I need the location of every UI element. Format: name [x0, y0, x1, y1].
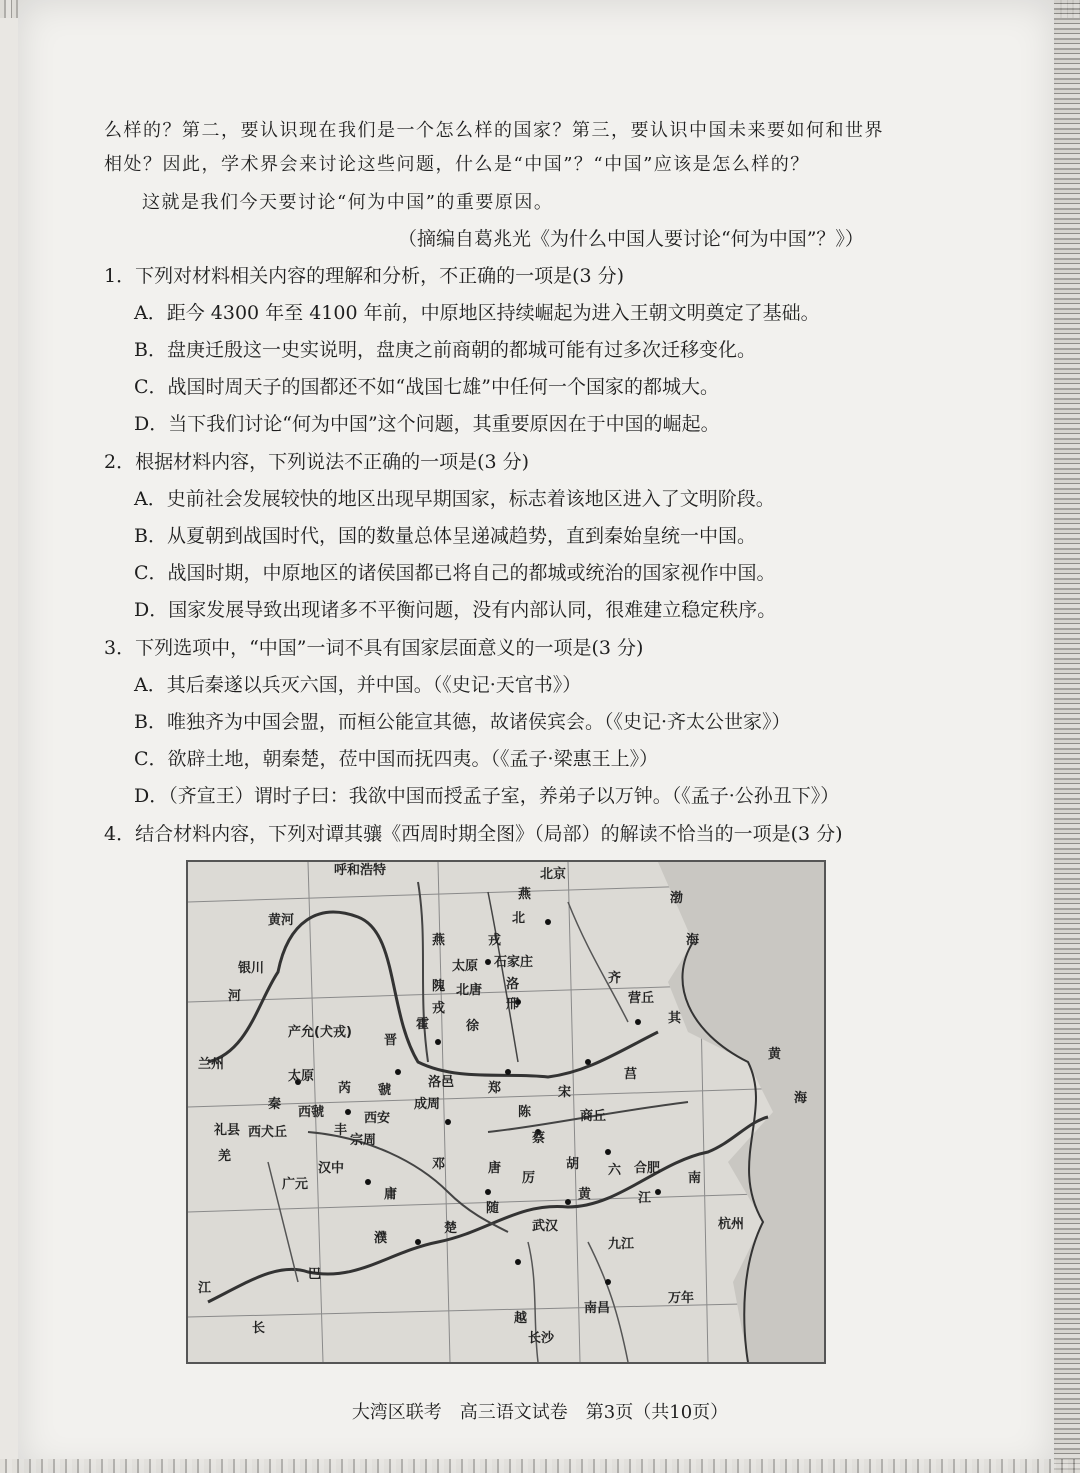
map-label: 黄	[578, 1187, 592, 1202]
map-label: 营丘	[628, 991, 655, 1006]
map-label: 河	[228, 989, 242, 1004]
map-label: 渤	[670, 891, 684, 906]
question-1-option-b: B．盘庚迁殷这一史实说明，盘庚之前商朝的都城可能有过多次迁移变化。	[134, 339, 756, 361]
scan-edge-bottom	[0, 1459, 1080, 1473]
scan-edge-right	[1054, 0, 1080, 1473]
map-label: 万年	[668, 1291, 695, 1306]
map-label: 宋	[558, 1085, 572, 1100]
map-label: 唐	[488, 1161, 502, 1176]
map-label: 齐	[608, 971, 622, 986]
map-label: 胡	[566, 1157, 580, 1172]
map-label: 合肥	[634, 1161, 661, 1176]
map-label: 厉	[522, 1171, 536, 1186]
map-label: 南	[688, 1171, 702, 1186]
map-drawing	[188, 862, 824, 1362]
map-label: 庸	[384, 1187, 398, 1202]
map-label: 太原	[288, 1069, 315, 1084]
passage-line-2: 相处？因此，学术界会来讨论这些问题，什么是“中国”？“中国”应该是怎么样的？	[104, 154, 810, 175]
map-label: 礼县	[214, 1123, 241, 1138]
map-label: 郑	[488, 1081, 502, 1096]
passage-line-1: 么样的？第二，要认识现在我们是一个怎么样的国家？第三，要认识中国未来要如何和世界	[104, 120, 884, 141]
map-label: 杭州	[718, 1217, 745, 1232]
map-label: 邢	[506, 997, 520, 1012]
question-2-option-c: C．战国时期，中原地区的诸侯国都已将自己的都城或统治的国家视作中国。	[134, 562, 776, 584]
map-label: 北唐	[456, 983, 483, 998]
map-label: 楚	[444, 1221, 458, 1236]
map-label: 丰	[334, 1123, 348, 1138]
map-label: 长	[252, 1321, 266, 1336]
map-label: 霍	[416, 1017, 430, 1032]
map-label: 濮	[374, 1231, 388, 1246]
map-label: 江	[198, 1281, 212, 1296]
question-1-option-d: D．当下我们讨论“何为中国”这个问题，其重要原因在于中国的崛起。	[134, 413, 720, 435]
question-3-option-c: C．欲辟土地，朝秦楚，莅中国而抚四夷。（《孟子·梁惠王上》）	[134, 748, 659, 770]
map-label: 长沙	[528, 1331, 555, 1346]
map-label: 戎	[488, 933, 502, 948]
map-label: 洛	[506, 977, 520, 992]
page-footer: 大湾区联考 高三语文试卷 第3页（共10页）	[351, 1402, 729, 1423]
question-2-option-b: B．从夏朝到战国时代，国的数量总体呈递减趋势，直到秦始皇统一中国。	[134, 525, 756, 547]
question-2-option-d: D．国家发展导致出现诸多不平衡问题，没有内部认同，很难建立稳定秩序。	[134, 599, 777, 621]
map-label: 武汉	[532, 1219, 559, 1234]
passage-source: （摘编自葛兆光《为什么中国人要讨论“何为中国”？》）	[398, 228, 864, 250]
map-label: 西犬丘	[248, 1125, 288, 1140]
question-3-option-b: B．唯独齐为中国会盟，而桓公能宣其德，故诸侯宾会。（《史记·齐太公世家》）	[134, 711, 791, 733]
map-label: 燕	[518, 887, 532, 902]
map-label: 戎	[432, 1001, 446, 1016]
map-label: 呼和浩特	[334, 863, 387, 878]
map-label: 六	[608, 1163, 622, 1178]
map-label: 西虢	[298, 1105, 325, 1120]
map-label: 越	[514, 1311, 528, 1326]
map-label: 蔡	[532, 1131, 546, 1146]
map-label: 徐	[466, 1019, 480, 1034]
western-zhou-map	[186, 860, 826, 1364]
map-label: 商丘	[580, 1109, 607, 1124]
map-label: 虢	[378, 1083, 392, 1098]
map-label: 成周	[414, 1097, 441, 1112]
map-label: 黄	[768, 1047, 782, 1062]
question-2-stem: 2．根据材料内容，下列说法不正确的一项是(3 分)	[104, 451, 530, 473]
map-label: 海	[686, 933, 700, 948]
question-2-option-a: A．史前社会发展较快的地区出现早期国家，标志着该地区进入了文明阶段。	[134, 488, 775, 510]
map-label: 洛邑	[428, 1075, 455, 1090]
map-label: 石家庄	[494, 955, 534, 970]
map-label: 九江	[608, 1237, 635, 1252]
map-label: 随	[486, 1201, 500, 1216]
map-label: 燕	[432, 933, 446, 948]
map-label: 巴	[308, 1267, 322, 1282]
question-1-option-c: C．战国时周天子的国都还不如“战国七雄”中任何一个国家的都城大。	[134, 376, 719, 398]
question-4-stem: 4．结合材料内容，下列对谭其骧《西周时期全图》（局部）的解读不恰当的一项是(3 分)	[104, 823, 843, 845]
map-label: 莒	[624, 1067, 638, 1082]
map-label: 隗	[432, 979, 446, 994]
map-label: 汉中	[318, 1161, 345, 1176]
map-label: 太原	[452, 959, 479, 974]
question-1-stem: 1．下列对材料相关内容的理解和分析，不正确的一项是(3 分)	[104, 265, 625, 287]
map-label: 陈	[518, 1105, 532, 1120]
question-3-option-d: D．（齐宣王）谓时子曰：我欲中国而授孟子室，养弟子以万钟。（《孟子·公孙丑下》）	[134, 785, 840, 807]
map-label: 宗周	[350, 1133, 377, 1148]
map-label: 北京	[540, 867, 567, 882]
question-3-stem: 3．下列选项中，“中国”一词不具有国家层面意义的一项是(3 分)	[104, 637, 644, 659]
map-label: 北	[512, 911, 526, 926]
map-label: 海	[794, 1091, 808, 1106]
map-label: 羌	[218, 1149, 232, 1164]
question-1-option-a: A．距今 4300 年至 4100 年前，中原地区持续崛起为进入王朝文明奠定了基础。	[134, 302, 820, 324]
map-label: 晋	[384, 1033, 398, 1048]
map-label: 兰州	[198, 1057, 225, 1072]
map-label: 南昌	[584, 1301, 611, 1316]
map-label: 西安	[364, 1111, 391, 1126]
map-label: 广元	[282, 1177, 309, 1192]
map-label: 邓	[432, 1157, 446, 1172]
map-label: 芮	[338, 1081, 352, 1096]
map-label: 江	[638, 1191, 652, 1206]
map-label: 银川	[238, 961, 265, 976]
map-label: 秦	[268, 1097, 282, 1112]
map-label: 黄河	[268, 913, 295, 928]
passage-line-3: 这就是我们今天要讨论“何为中国”的重要原因。	[142, 192, 554, 213]
map-label: 其	[668, 1011, 682, 1026]
map-label: 产允(犬戎)	[288, 1025, 352, 1040]
question-3-option-a: A．其后秦遂以兵灭六国，并中国。（《史记·天官书》）	[134, 674, 582, 696]
